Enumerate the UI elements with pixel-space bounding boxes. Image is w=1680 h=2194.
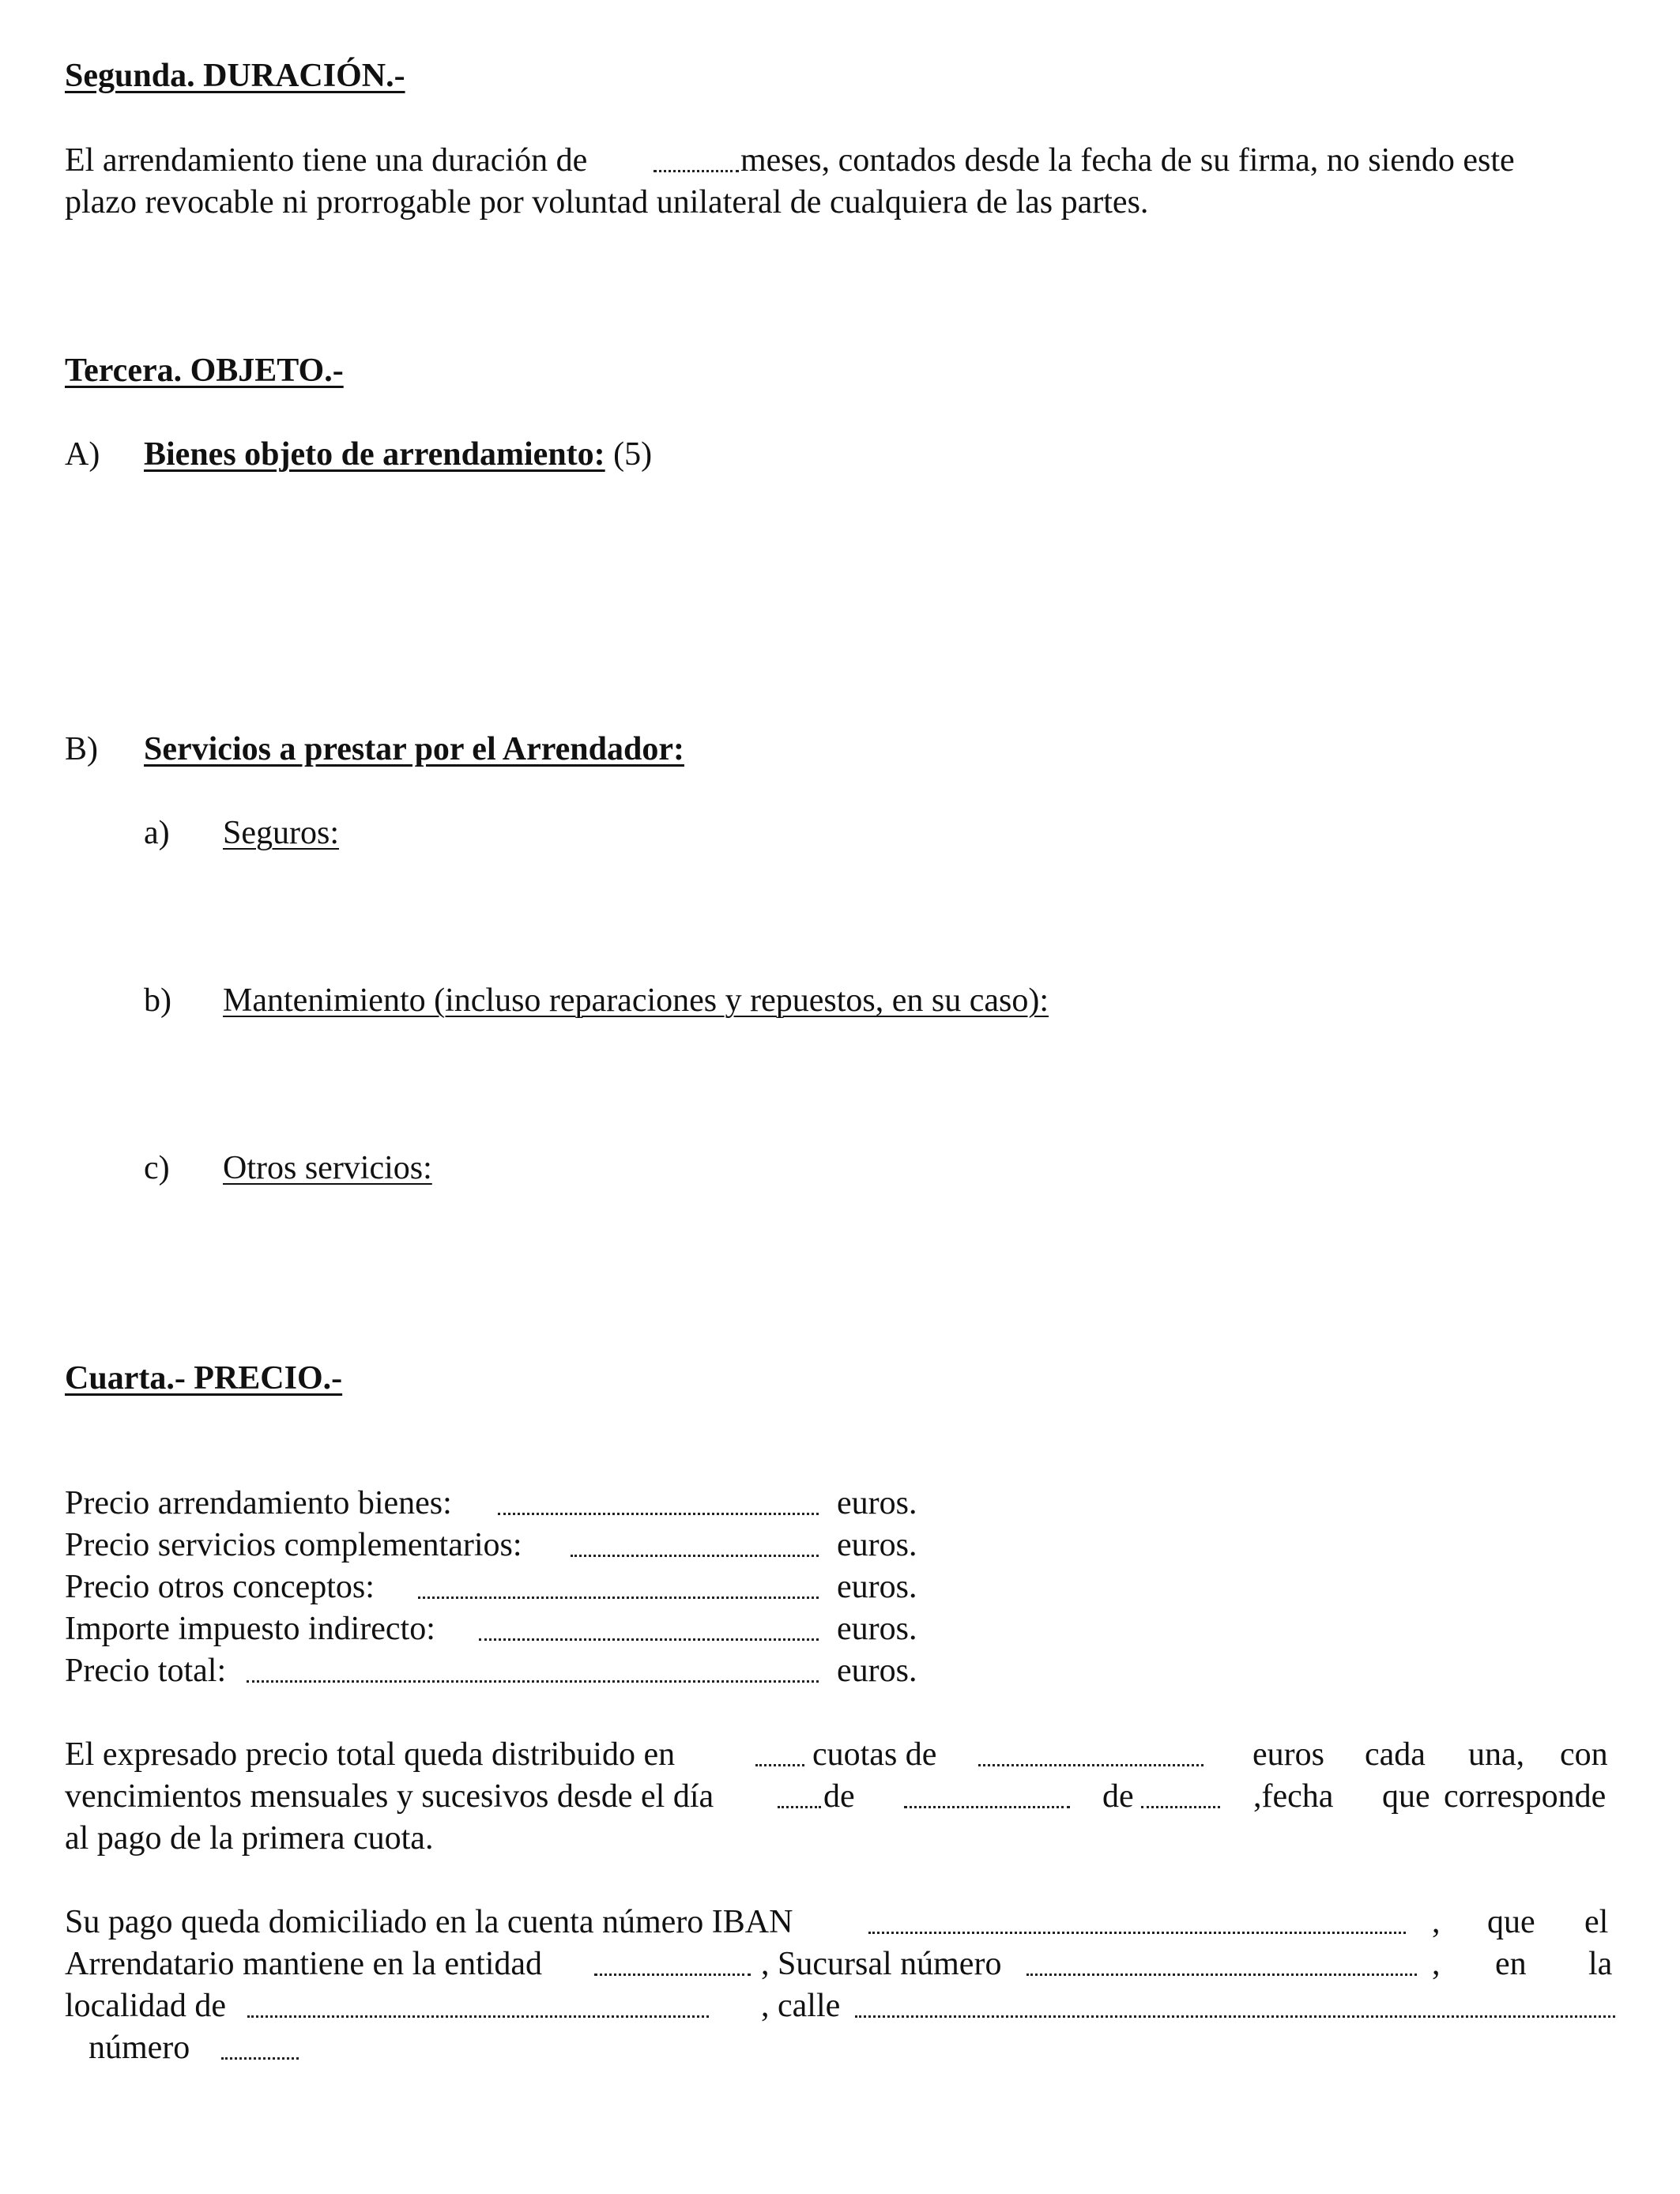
price-label: Precio otros conceptos:	[65, 1569, 375, 1605]
dia-blank[interactable]	[778, 1806, 821, 1808]
distribucion-text: cada	[1365, 1736, 1426, 1773]
objeto-item-b-marker: B)	[65, 731, 98, 767]
price-unit: euros.	[837, 1485, 917, 1521]
servicio-item-mantenimiento	[144, 980, 1049, 1022]
section-heading-cuarta: Cuarta.- PRECIO.-	[65, 1360, 343, 1397]
anio-blank[interactable]	[1141, 1806, 1220, 1808]
entidad-blank[interactable]	[594, 1973, 751, 1976]
objeto-item-a-label: Bienes objeto de arrendamiento:	[144, 436, 605, 473]
price-amount-blank[interactable]	[498, 1513, 819, 1515]
servicio-item-marker: b)	[144, 982, 171, 1019]
price-amount-blank[interactable]	[247, 1680, 819, 1683]
sucursal-blank[interactable]	[1026, 1973, 1417, 1976]
price-row	[65, 1608, 1013, 1650]
servicio-item-marker: c)	[144, 1150, 170, 1186]
pago-text: número	[89, 2030, 190, 2066]
document-page	[65, 0, 1615, 2194]
pago-text: Su pago queda domiciliado en la cuenta número IBAN	[65, 1904, 793, 1940]
pago-line-4	[65, 2027, 539, 2069]
distribucion-line-1	[65, 1734, 1615, 1776]
distribucion-text: vencimientos mensuales y sucesivos desde el día	[65, 1778, 714, 1815]
distribucion-text: de	[823, 1778, 855, 1815]
objeto-item-a-note: (5)	[613, 436, 653, 473]
duracion-months-blank[interactable]	[654, 170, 739, 172]
price-label: Precio arrendamiento bienes:	[65, 1485, 452, 1521]
price-label: Precio total:	[65, 1653, 227, 1689]
servicio-item-seguros	[144, 812, 339, 854]
price-row	[65, 1483, 1013, 1525]
price-row	[65, 1525, 1013, 1566]
pago-line-1	[65, 1902, 1615, 1943]
distribucion-text: ,fecha	[1253, 1778, 1334, 1815]
distribucion-line-2	[65, 1776, 1615, 1818]
price-unit: euros.	[837, 1527, 917, 1563]
price-row	[65, 1566, 1013, 1608]
distribucion-text: El expresado precio total queda distribuido en	[65, 1736, 676, 1773]
pago-text: el	[1584, 1904, 1609, 1940]
iban-blank[interactable]	[868, 1932, 1406, 1934]
pago-text: , calle	[761, 1988, 841, 2024]
section-heading-tercera: Tercera. OBJETO.-	[65, 352, 344, 389]
pago-text: que	[1487, 1904, 1535, 1940]
price-row-total	[65, 1650, 1013, 1692]
servicio-item-label: Mantenimiento (incluso reparaciones y repuestos, en su caso):	[223, 982, 1049, 1019]
localidad-blank[interactable]	[247, 2015, 709, 2018]
duracion-text-after: meses, contados desde la fecha de su firma, no siendo este	[740, 142, 1515, 179]
price-amount-blank[interactable]	[479, 1638, 819, 1641]
distribucion-text: una,	[1468, 1736, 1525, 1773]
price-unit: euros.	[837, 1569, 917, 1605]
distribucion-text: que	[1382, 1778, 1430, 1815]
cuotas-count-blank[interactable]	[755, 1764, 804, 1766]
numero-blank[interactable]	[221, 2057, 299, 2060]
pago-text: ,	[1432, 1946, 1441, 1982]
duracion-text-before: El arrendamiento tiene una duración de	[65, 142, 588, 179]
servicio-item-label: Seguros:	[223, 815, 339, 851]
objeto-item-a-marker: A)	[65, 436, 100, 473]
servicio-item-label: Otros servicios:	[223, 1150, 432, 1186]
price-unit: euros.	[837, 1653, 917, 1689]
price-amount-blank[interactable]	[571, 1555, 819, 1557]
distribucion-line-3: al pago de la primera cuota.	[65, 1820, 434, 1857]
duracion-line-2: plazo revocable ni prorrogable por voluntad unilateral de cualquiera de las partes.	[65, 184, 1149, 221]
pago-text: la	[1588, 1946, 1613, 1982]
objeto-item-b-label: Servicios a prestar por el Arrendador:	[144, 731, 684, 767]
distribucion-text: cuotas de	[812, 1736, 937, 1773]
price-label: Precio servicios complementarios:	[65, 1527, 522, 1563]
price-unit: euros.	[837, 1611, 917, 1647]
section-heading-segunda: Segunda. DURACIÓN.-	[65, 58, 405, 94]
calle-blank[interactable]	[855, 2015, 1615, 2018]
distribucion-text: de	[1102, 1778, 1134, 1815]
pago-line-2	[65, 1943, 1615, 1985]
pago-text: en	[1495, 1946, 1527, 1982]
objeto-item-b	[65, 729, 684, 771]
distribucion-text: con	[1560, 1736, 1608, 1773]
cuota-amount-blank[interactable]	[978, 1764, 1203, 1766]
pago-text: , Sucursal número	[761, 1946, 1002, 1982]
price-label: Importe impuesto indirecto:	[65, 1611, 435, 1647]
pago-text: Arrendatario mantiene en la entidad	[65, 1946, 543, 1982]
duracion-line-1	[65, 140, 1615, 182]
objeto-item-a	[65, 434, 652, 476]
pago-text: localidad de	[65, 1988, 227, 2024]
price-amount-blank[interactable]	[418, 1596, 819, 1599]
servicio-item-marker: a)	[144, 815, 170, 851]
servicio-item-otros	[144, 1148, 432, 1189]
pago-line-3	[65, 1985, 1615, 2027]
distribucion-text: corresponde	[1444, 1778, 1607, 1815]
pago-text: ,	[1432, 1904, 1441, 1940]
mes-blank[interactable]	[904, 1806, 1070, 1808]
distribucion-text: euros	[1252, 1736, 1324, 1773]
